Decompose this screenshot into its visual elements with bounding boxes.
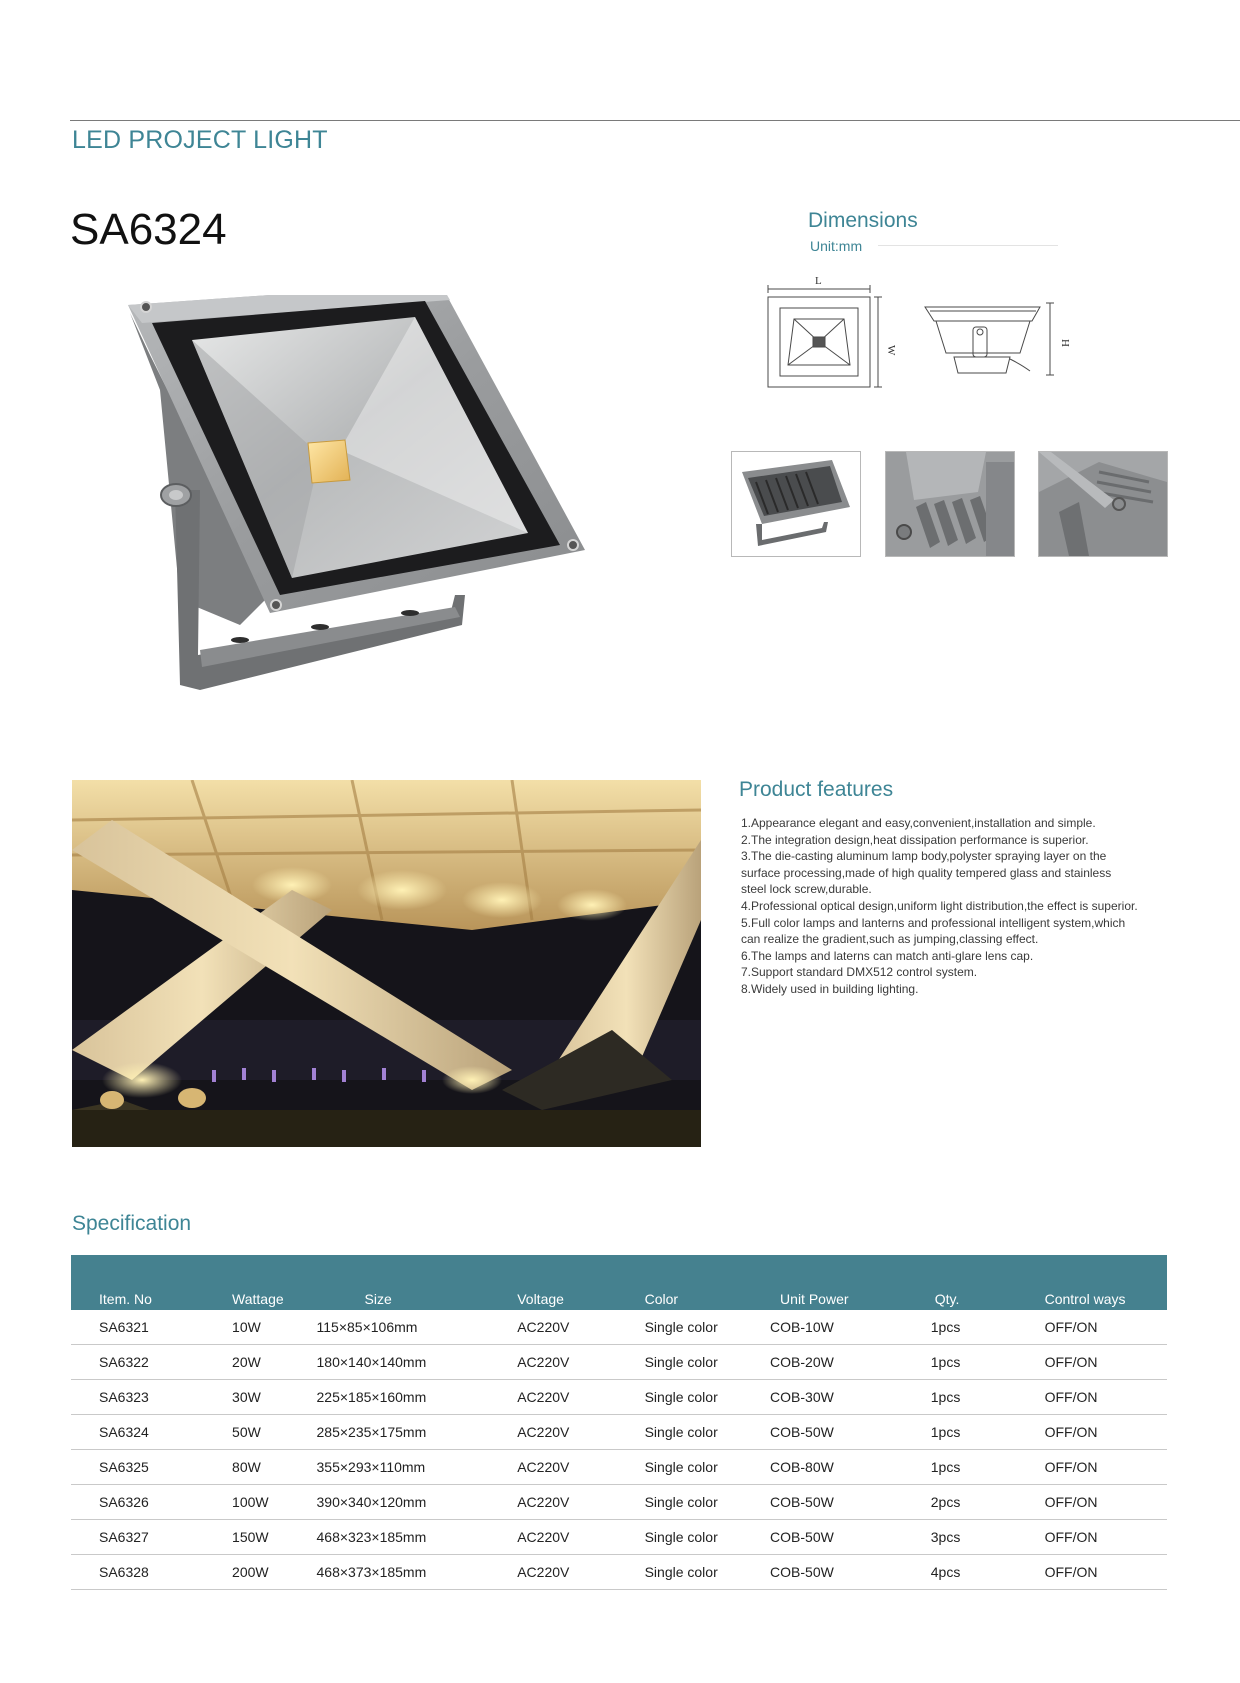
- table-body: [71, 1310, 1167, 1590]
- cell-control-ways: OFF/ON: [1045, 1345, 1167, 1380]
- col-header-qty: Qty.: [934, 1291, 960, 1307]
- table-row: [71, 1555, 1167, 1590]
- cell-voltage: AC220V: [517, 1450, 644, 1485]
- label-l: L: [815, 275, 822, 287]
- cell-item-no: SA6327: [71, 1520, 226, 1555]
- cell-size: 390×340×120mm: [317, 1485, 518, 1520]
- cell-qty: 1pcs: [923, 1450, 1045, 1485]
- cell-qty: 4pcs: [923, 1555, 1045, 1590]
- table-row: [71, 1345, 1167, 1380]
- model-number: SA6324: [70, 205, 227, 254]
- cell-size: 468×323×185mm: [317, 1520, 518, 1555]
- cell-control-ways: OFF/ON: [1045, 1310, 1167, 1345]
- label-w: W: [885, 345, 897, 356]
- cell-item-no: SA6325: [71, 1450, 226, 1485]
- table-row: [71, 1310, 1167, 1345]
- cell-unit-power: COB-30W: [770, 1380, 923, 1415]
- feature-line: 2.The integration design,heat dissipation performance is superior.: [741, 832, 1089, 847]
- specification-table: [71, 1255, 1167, 1590]
- features-list: [741, 815, 1161, 998]
- thumbnail-bracket-view[interactable]: [1038, 451, 1168, 557]
- cell-item-no: SA6324: [71, 1415, 226, 1450]
- cell-color: Single color: [645, 1520, 770, 1555]
- col-header-item-no: Item. No: [99, 1291, 152, 1307]
- feature-line: can realize the gradient,such as jumping,classing effect.: [741, 932, 1039, 947]
- cell-size: 115×85×106mm: [317, 1310, 518, 1345]
- cell-wattage: 10W: [226, 1310, 316, 1345]
- cell-unit-power: COB-50W: [770, 1555, 923, 1590]
- thumbnail-rear-view[interactable]: [731, 451, 861, 557]
- cell-color: Single color: [645, 1380, 770, 1415]
- cell-control-ways: OFF/ON: [1045, 1450, 1167, 1485]
- cell-item-no: SA6326: [71, 1485, 226, 1520]
- top-rule: [70, 120, 1240, 121]
- cell-item-no: SA6328: [71, 1555, 226, 1590]
- feature-line: surface processing,made of high quality tempered glass and stainless: [741, 865, 1112, 880]
- cell-size: 180×140×140mm: [317, 1345, 518, 1380]
- section-title: LED PROJECT LIGHT: [72, 126, 328, 154]
- table-row: [71, 1450, 1167, 1485]
- cell-unit-power: COB-50W: [770, 1415, 923, 1450]
- feature-line: 1.Appearance elegant and easy,convenient,installation and simple.: [741, 816, 1096, 830]
- cell-item-no: SA6321: [71, 1310, 226, 1345]
- col-header-wattage: Wattage: [232, 1291, 284, 1307]
- table-row: [71, 1415, 1167, 1450]
- dimensions-title: Dimensions: [808, 209, 918, 232]
- cell-wattage: 80W: [226, 1450, 316, 1485]
- col-header-voltage: Voltage: [517, 1291, 564, 1307]
- cell-control-ways: OFF/ON: [1045, 1380, 1167, 1415]
- dimensions-divider: [878, 245, 1058, 246]
- feature-line: 7.Support standard DMX512 control system.: [741, 965, 978, 980]
- cell-voltage: AC220V: [517, 1555, 644, 1590]
- feature-line: 5.Full color lamps and lanterns and professional intelligent system,which: [741, 915, 1126, 930]
- col-header-unit-power: Unit Power: [780, 1291, 849, 1307]
- feature-line: 6.The lamps and laterns can match anti-glare lens cap.: [741, 948, 1034, 963]
- product-image: [120, 295, 630, 710]
- cell-unit-power: COB-50W: [770, 1520, 923, 1555]
- cell-voltage: AC220V: [517, 1380, 644, 1415]
- cell-control-ways: OFF/ON: [1045, 1520, 1167, 1555]
- cell-qty: 3pcs: [923, 1520, 1045, 1555]
- cell-item-no: SA6322: [71, 1345, 226, 1380]
- cell-wattage: 100W: [226, 1485, 316, 1520]
- cell-color: Single color: [645, 1345, 770, 1380]
- cell-wattage: 200W: [226, 1555, 316, 1590]
- cell-unit-power: COB-80W: [770, 1450, 923, 1485]
- cell-wattage: 150W: [226, 1520, 316, 1555]
- feature-line: 4.Professional optical design,uniform light distribution,the effect is superior.: [741, 898, 1138, 913]
- cell-voltage: AC220V: [517, 1345, 644, 1380]
- col-header-color: Color: [644, 1291, 679, 1307]
- dimension-drawing: [760, 275, 1090, 405]
- cell-qty: 1pcs: [923, 1415, 1045, 1450]
- cell-size: 355×293×110mm: [317, 1450, 518, 1485]
- cell-wattage: 50W: [226, 1415, 316, 1450]
- cell-color: Single color: [645, 1450, 770, 1485]
- cell-color: Single color: [645, 1555, 770, 1590]
- cell-size: 468×373×185mm: [317, 1555, 518, 1590]
- cell-unit-power: COB-50W: [770, 1485, 923, 1520]
- cell-voltage: AC220V: [517, 1520, 644, 1555]
- cell-qty: 2pcs: [923, 1485, 1045, 1520]
- cell-color: Single color: [645, 1310, 770, 1345]
- cell-qty: 1pcs: [923, 1310, 1045, 1345]
- installation-photo: [72, 780, 701, 1147]
- cell-qty: 1pcs: [923, 1380, 1045, 1415]
- cell-color: Single color: [645, 1485, 770, 1520]
- cell-voltage: AC220V: [517, 1485, 644, 1520]
- cell-wattage: 20W: [226, 1345, 316, 1380]
- cell-qty: 1pcs: [923, 1345, 1045, 1380]
- label-h: H: [1059, 339, 1071, 347]
- cell-unit-power: COB-10W: [770, 1310, 923, 1345]
- cell-control-ways: OFF/ON: [1045, 1415, 1167, 1450]
- feature-line: steel lock screw,durable.: [741, 882, 872, 897]
- specification-title: Specification: [72, 1212, 192, 1235]
- cell-item-no: SA6323: [71, 1380, 226, 1415]
- table-row: [71, 1380, 1167, 1415]
- table-row: [71, 1520, 1167, 1555]
- col-header-size: Size: [364, 1291, 392, 1307]
- feature-line: 8.Widely used in building lighting.: [741, 981, 919, 996]
- cell-voltage: AC220V: [517, 1415, 644, 1450]
- table-header-row: [71, 1255, 1167, 1310]
- cell-control-ways: OFF/ON: [1045, 1485, 1167, 1520]
- cell-control-ways: OFF/ON: [1045, 1555, 1167, 1590]
- thumbnail-fins-view[interactable]: [885, 451, 1015, 557]
- features-title: Product features: [739, 778, 894, 801]
- table-row: [71, 1485, 1167, 1520]
- col-header-control-ways: Control ways: [1044, 1291, 1126, 1307]
- cell-color: Single color: [645, 1415, 770, 1450]
- cell-size: 285×235×175mm: [317, 1415, 518, 1450]
- cell-wattage: 30W: [226, 1380, 316, 1415]
- cell-size: 225×185×160mm: [317, 1380, 518, 1415]
- dimensions-unit: Unit:mm: [810, 238, 863, 254]
- feature-line: 3.The die-casting aluminum lamp body,polyster spraying layer on the: [741, 849, 1107, 864]
- cell-voltage: AC220V: [517, 1310, 644, 1345]
- cell-unit-power: COB-20W: [770, 1345, 923, 1380]
